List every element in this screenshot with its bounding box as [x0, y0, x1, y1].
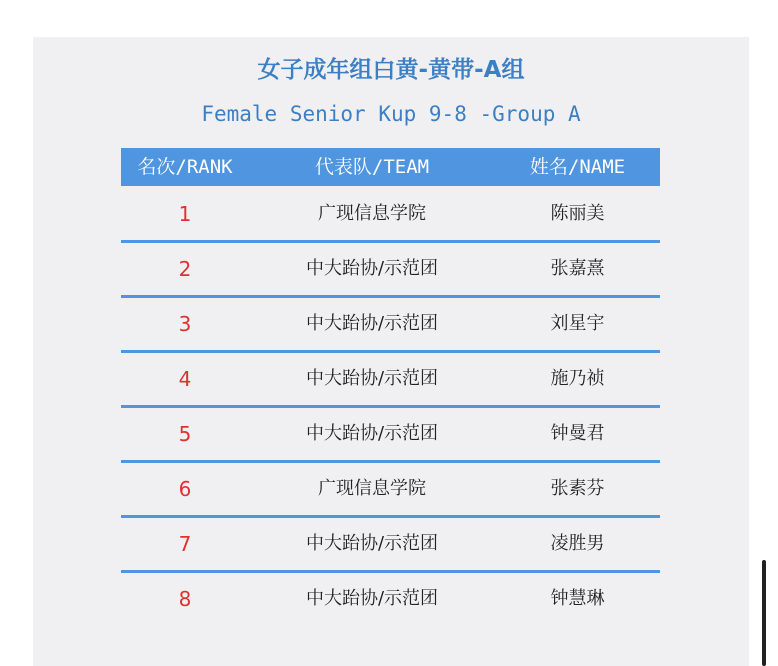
rank-cell: 1: [178, 202, 192, 226]
table-row: [121, 518, 660, 573]
rank-cell: 3: [178, 312, 192, 336]
team-cell: 中大跆协/示范团: [305, 423, 439, 444]
header-team: 代表队/TEAM: [314, 156, 430, 178]
rank-cell: 4: [178, 367, 192, 391]
team-cell: 中大跆协/示范团: [305, 313, 439, 334]
name-cell: 刘星宇: [550, 313, 605, 334]
header-name: 姓名/NAME: [529, 156, 626, 178]
team-cell: 广现信息学院: [318, 478, 426, 499]
team-cell: 中大跆协/示范团: [305, 368, 439, 389]
name-cell: 钟慧琳: [550, 588, 605, 609]
team-cell: 中大跆协/示范团: [305, 258, 439, 279]
results-panel: [33, 37, 749, 666]
table-row: [121, 573, 660, 628]
table-row: [121, 463, 660, 518]
name-cell: 施乃祯: [550, 368, 605, 389]
table-row: [121, 353, 660, 408]
title-english: Female Senior Kup 9-8 -Group A: [201, 102, 581, 126]
title-chinese: 女子成年组白黄-黄带-A组: [257, 57, 525, 83]
table-row: [121, 298, 660, 353]
rank-cell: 2: [178, 257, 192, 281]
name-cell: 钟曼君: [550, 423, 605, 444]
table-row: [121, 188, 660, 243]
rank-cell: 5: [178, 422, 192, 446]
name-cell: 凌胜男: [550, 533, 605, 554]
team-cell: 中大跆协/示范团: [305, 588, 439, 609]
table-row: [121, 408, 660, 463]
rank-cell: 6: [178, 477, 192, 501]
team-cell: 中大跆协/示范团: [305, 533, 439, 554]
rank-cell: 7: [178, 532, 192, 556]
team-cell: 广现信息学院: [318, 203, 426, 224]
table-row: [121, 243, 660, 298]
table-header: [121, 148, 660, 186]
name-cell: 陈丽美: [550, 203, 605, 224]
scrollbar[interactable]: [762, 560, 766, 666]
name-cell: 张素芬: [550, 478, 605, 499]
name-cell: 张嘉熹: [550, 258, 605, 279]
rank-cell: 8: [178, 587, 192, 611]
header-rank: 名次/RANK: [137, 156, 233, 178]
